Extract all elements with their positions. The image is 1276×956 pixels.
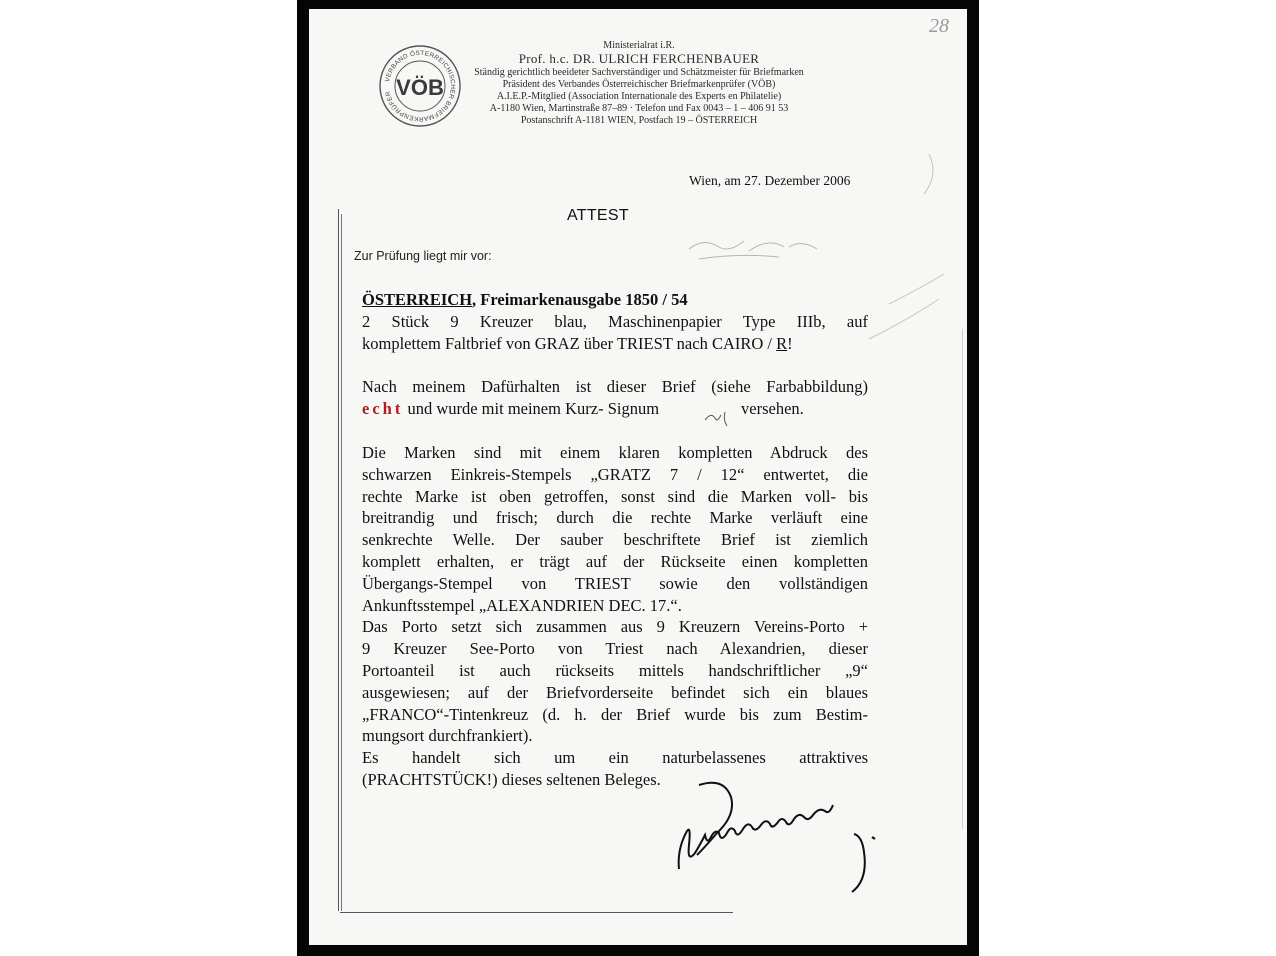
margin-rule xyxy=(338,209,339,911)
margin-rule xyxy=(341,214,342,911)
description-block xyxy=(362,442,868,791)
item-block xyxy=(362,289,868,354)
item-description-line: komplettem Faltbrief von GRAZ über TRIEST nach CAIRO / R! xyxy=(362,333,793,353)
echt-verdict: echt xyxy=(362,398,404,418)
svg-text:VÖB: VÖB xyxy=(396,75,444,100)
attest-document xyxy=(309,9,967,945)
letterhead-rank: Ministerialrat i.R. xyxy=(603,40,675,51)
description-line: komplett erhalten, er trägt auf der Rückseite einen kompletten xyxy=(362,551,868,571)
description-line: rechte Marke ist oben getroffen, sonst sind die Marken voll- bis xyxy=(362,486,868,506)
description-line: Übergangs-Stempel von TRIEST sowie den vollständigen xyxy=(362,573,868,593)
bottom-rule xyxy=(340,912,733,913)
item-title: ÖSTERREICH, Freimarkenausgabe 1850 / 54 xyxy=(362,290,688,309)
svg-text:VERBAND ÖSTERREICHISCHER BRIEF: VERBAND ÖSTERREICHISCHER BRIEFMARKENPRÜFER xyxy=(384,49,457,123)
pencil-page-number: 28 xyxy=(929,15,949,37)
kurz-signum-mark xyxy=(701,406,741,428)
voeb-seal-logo xyxy=(378,44,462,128)
description-line: Portoanteil ist auch rückseits mittels handschriftlicher „9“ xyxy=(362,660,868,680)
description-line: Das Porto setzt sich zusammen aus 9 Kreuzern Vereins-Porto + xyxy=(362,617,868,637)
letterhead-line: Präsident des Verbandes Österreichischer Briefmarkenprüfer (VÖB) xyxy=(502,79,776,90)
letterhead-line: A-1180 Wien, Martinstraße 87–89 · Telefon und Fax 0043 – 1 – 406 91 53 xyxy=(489,103,789,114)
description-line: Es handelt sich um ein naturbelassenes attraktives xyxy=(362,748,868,768)
opinion-line: Nach meinem Dafürhalten ist dieser Brief (siehe Farbabbildung) xyxy=(362,377,868,396)
pencil-scribble xyxy=(679,229,839,269)
letterhead-line: A.I.E.P.-Mitglied (Association Internationale des Experts en Philatelie) xyxy=(496,91,782,102)
description-line: 9 Kreuzer See-Porto von Triest nach Alexandrien, dieser xyxy=(362,639,868,659)
opinion-block xyxy=(362,376,868,420)
description-line: ausgewiesen; auf der Briefvorderseite befindet sich ein blaues xyxy=(362,682,868,702)
description-line: schwarzen Einkreis-Stempels „GRATZ 7 / 12“ entwertet, die xyxy=(362,464,868,484)
handwritten-signature xyxy=(664,779,894,894)
letterhead-line: Ständig gerichtlich beeideter Sachverständiger und Schätzmeister für Briefmarken xyxy=(474,67,804,78)
description-line: Die Marken sind mit einem klaren kompletten Abdruck des xyxy=(362,443,868,462)
attest-heading: ATTEST xyxy=(567,207,629,224)
letterhead-name: Prof. h.c. DR. ULRICH FERCHENBAUER xyxy=(518,51,760,66)
description-line: breitrandig und frisch; durch die rechte Marke verläuft eine xyxy=(362,508,868,528)
description-line: senkrechte Welle. Der sauber beschriftete Brief ist ziemlich xyxy=(362,530,868,550)
description-line: Ankunftsstempel „ALEXANDRIEN DEC. 17.“. xyxy=(362,595,682,615)
opinion-line: echt und wurde mit meinem Kurz- Signum versehen. xyxy=(362,398,804,418)
document-date: Wien, am 27. Dezember 2006 xyxy=(689,173,851,188)
intro-text: Zur Prüfung liegt mir vor: xyxy=(354,249,492,263)
description-line: (PRACHTSTÜCK!) dieses seltenen Beleges. xyxy=(362,769,661,789)
description-line: mungsort durchfrankiert). xyxy=(362,726,533,746)
description-line: „FRANCO“-Tintenkreuz (d. h. der Brief wurde bis zum Bestim- xyxy=(362,704,868,724)
letterhead-line: Postanschrift A-1181 WIEN, Postfach 19 – ÖSTERREICH xyxy=(520,115,758,126)
item-description-line: 2 Stück 9 Kreuzer blau, Maschinenpapier Type IIIb, auf xyxy=(362,311,868,331)
fold-line xyxy=(962,329,963,829)
